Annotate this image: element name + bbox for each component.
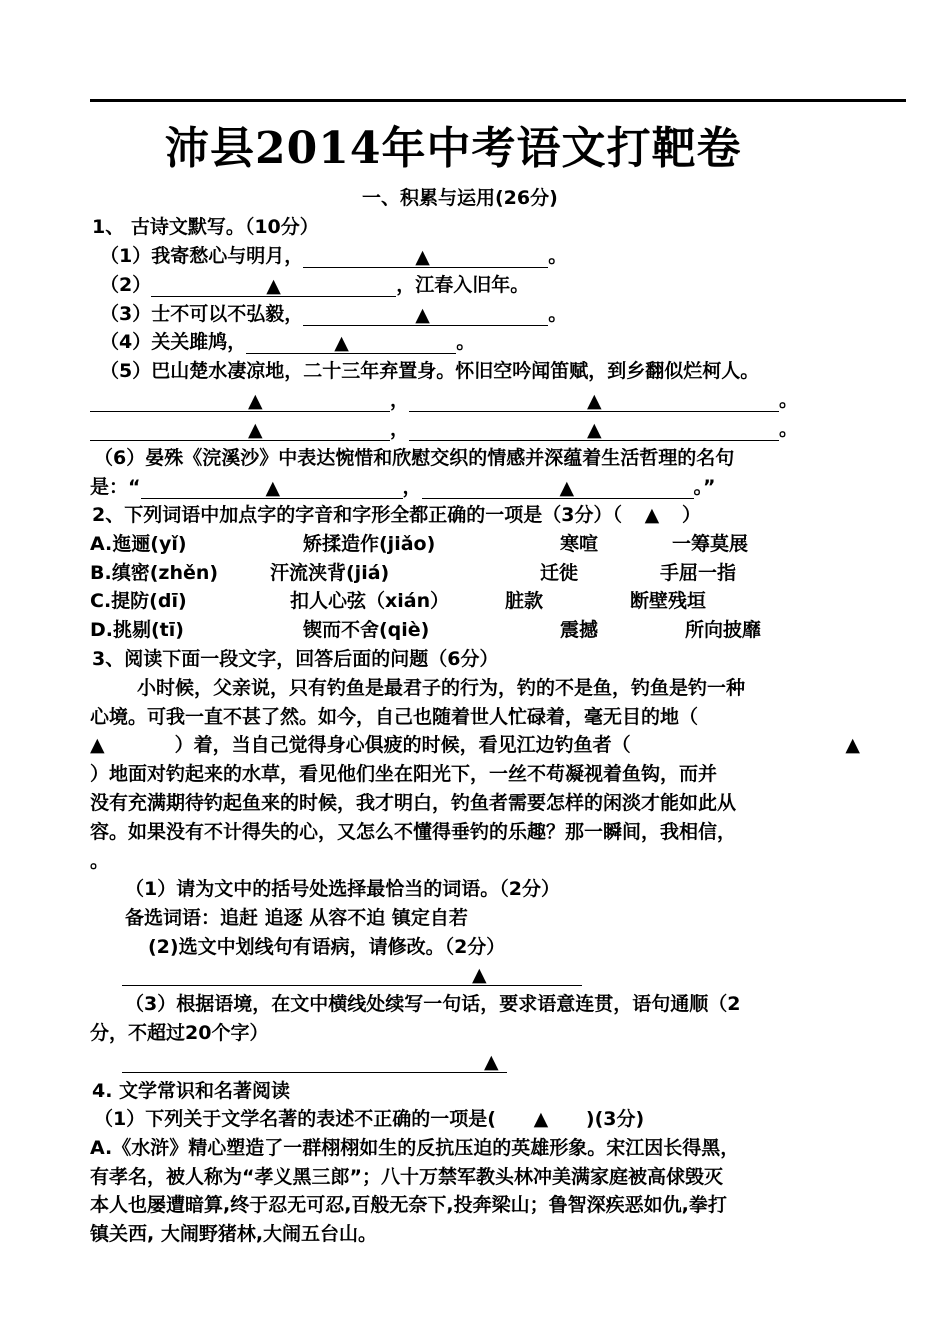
- q2-option-cell: 迁徙: [540, 562, 579, 584]
- q3-para-line: 。: [90, 850, 110, 872]
- q1-line3: [100, 302, 567, 326]
- answer-blank[interactable]: [303, 247, 548, 268]
- q2-option-cell: 矫揉造作(jiǎo): [303, 533, 436, 555]
- triangle-marker: ▲: [845, 734, 860, 756]
- q2-option-cell: 扣人心弦（xián）: [290, 590, 450, 612]
- q1-line5-blanks-b: [90, 417, 798, 441]
- q3-sub3-answer: [122, 1049, 507, 1073]
- q2-option-cell: 锲而不舍(qiè): [303, 619, 430, 641]
- q2-option-cell: 震撼: [560, 619, 599, 641]
- q1-line4-text: （4）关关雎鸠，: [100, 331, 247, 353]
- q2-option-cell[interactable]: D.挑剔(tī): [90, 619, 184, 641]
- q4-option-a-line: 有孝名，被人称为“孝义黑三郎”；八十万禁军教头林冲美满家庭被高俅毁灭: [90, 1166, 723, 1188]
- q1-line2-suffix: ，江春入旧年。: [396, 274, 530, 296]
- triangle-marker: ▲: [415, 246, 430, 268]
- triangle-marker: ▲: [248, 419, 263, 441]
- q1-line2-prefix: （2）: [100, 274, 152, 296]
- q2-option-cell[interactable]: A.迤逦(yǐ): [90, 533, 187, 555]
- punct: ，: [402, 476, 422, 498]
- q3-sub3: （3）根据语境，在文中横线处续写一句话，要求语意连贯，语句通顺（2: [125, 993, 741, 1015]
- q3-heading: 3、阅读下面一段文字，回答后面的问题（6分）: [92, 648, 499, 670]
- q4-sub1-score: )(3分): [585, 1108, 645, 1130]
- q3-sub3-cont: 分，不超过20个字）: [90, 1022, 269, 1044]
- q3-sub2-answer: [122, 962, 582, 986]
- q4-option-a-line: 本人也屡遭暗算,终于忍无可忍,百般无奈下,投奔梁山；鲁智深疾恶如仇,拳打: [90, 1194, 727, 1216]
- triangle-marker: ▲: [484, 1051, 499, 1073]
- answer-blank[interactable]: [90, 420, 390, 441]
- triangle-marker: ▲: [587, 390, 602, 412]
- punct: 。: [548, 303, 568, 325]
- q2-option-cell: 汗流浃背(jiá): [270, 562, 390, 584]
- q2-heading-text: 2、下列词语中加点字的字音和字形全都正确的一项是（3分）（: [92, 504, 622, 526]
- answer-blank[interactable]: [122, 965, 582, 986]
- triangle-marker: ▲: [334, 332, 349, 354]
- answer-blank[interactable]: [409, 420, 779, 441]
- q1-line1: [100, 244, 567, 268]
- triangle-marker: ▲: [265, 477, 281, 499]
- header-rule: [90, 99, 906, 102]
- answer-blank[interactable]: [122, 1052, 507, 1073]
- section-heading: 一、积累与运用(26分): [362, 187, 558, 209]
- q3-para-line: 没有充满期待钓起鱼来的时候，我才明白，钓鱼者需要怎样的闲淡才能如此从: [90, 792, 737, 814]
- q2-option-cell[interactable]: C.提防(dī): [90, 590, 187, 612]
- answer-blank[interactable]: [141, 478, 403, 499]
- q1-line3-text: （3）士不可以不弘毅，: [100, 303, 304, 325]
- triangle-marker: ▲: [415, 304, 430, 326]
- q1-line2: [100, 273, 529, 297]
- answer-blank[interactable]: [422, 478, 694, 499]
- answer-blank[interactable]: [90, 391, 390, 412]
- q3-para-line: 心境。可我一直不甚了然。如今，自己也随着世人忙碌着，毫无目的地（: [90, 706, 699, 728]
- q4-sub1-text: （1）下列关于文学名著的表述不正确的一项是(: [94, 1108, 496, 1130]
- q3-para-line: ）地面对钓起来的水草，看见他们坐在阳光下，一丝不苟凝视着鱼钩，而并: [90, 763, 718, 785]
- punct: 。: [779, 418, 799, 440]
- punct: ）: [681, 504, 701, 526]
- q2-option-cell: 一筹莫展: [672, 533, 749, 555]
- triangle-marker: ▲: [644, 504, 660, 526]
- q4-heading: 4. 文学常识和名著阅读: [92, 1080, 291, 1102]
- q3-para-line: 小时候，父亲说，只有钓鱼是最君子的行为，钓的不是鱼，钓鱼是钓一种: [137, 677, 746, 699]
- answer-blank[interactable]: [151, 276, 396, 297]
- answer-blank[interactable]: [246, 333, 456, 354]
- triangle-marker: ▲: [90, 734, 105, 756]
- q3-sub1: （1）请为文中的括号处选择最恰当的词语。（2分）: [125, 878, 560, 900]
- q3-para-line: 容。如果没有不计得失的心，又怎么不懂得垂钓的乐趣？那一瞬间，我相信，: [90, 821, 737, 843]
- triangle-marker: ▲: [248, 390, 263, 412]
- answer-blank[interactable]: [303, 305, 548, 326]
- punct: 。: [779, 389, 799, 411]
- q4-sub1: [94, 1107, 644, 1131]
- q3-sub2: (2)选文中划线句有语病，请修改。（2分）: [148, 936, 506, 958]
- triangle-marker: ▲: [587, 419, 602, 441]
- punct: 。”: [693, 476, 716, 498]
- punct: 。: [548, 245, 568, 267]
- q1-line6-blanks: [90, 475, 716, 499]
- punct: 是：“: [90, 476, 141, 498]
- triangle-marker: ▲: [472, 964, 487, 986]
- q2-option-cell: 脏款: [505, 590, 544, 612]
- answer-blank[interactable]: [409, 391, 779, 412]
- q1-line1-text: （1）我寄愁心与明月，: [100, 245, 304, 267]
- q4-option-a-line: 镇关西, 大闹野猪林,大闹五台山。: [90, 1223, 378, 1245]
- q1-line6: （6）晏殊《浣溪沙》中表达惋惜和欣慰交织的情感并深蕴着生活哲理的名句: [94, 447, 735, 469]
- q4-option-a-line: A.《水浒》精心塑造了一群栩栩如生的反抗压迫的英雄形象。宋江因长得黑，: [90, 1137, 740, 1159]
- q1-line5-blanks-a: [90, 388, 798, 412]
- punct: ，: [390, 389, 410, 411]
- punct: ，: [390, 418, 410, 440]
- triangle-marker: ▲: [559, 477, 575, 499]
- q3-sub1-options: 备选词语：追赶 追逐 从容不迫 镇定自若: [125, 907, 468, 929]
- punct: 。: [456, 331, 476, 353]
- q2-option-cell: 寒喧: [560, 533, 599, 555]
- q2-heading: [92, 503, 701, 527]
- q2-option-cell[interactable]: B.缜密(zhěn): [90, 562, 219, 584]
- q2-option-cell: 所向披靡: [685, 619, 762, 641]
- q3-para-text: ）着，当自己觉得身心俱疲的时候，看见江边钓鱼者（: [174, 734, 631, 756]
- q1-line5: （5）巴山楚水凄凉地，二十三年弃置身。怀旧空吟闻笛赋，到乡翻似烂柯人。: [100, 360, 760, 382]
- q1-line4: [100, 330, 475, 354]
- q3-para-line: [90, 733, 860, 757]
- q1-heading: 1、 古诗文默写。（10分）: [92, 216, 319, 238]
- triangle-marker: ▲: [533, 1108, 549, 1130]
- page-title: 沛县2014年中考语文打靶卷: [165, 123, 742, 174]
- triangle-marker: ▲: [266, 275, 281, 297]
- q2-option-cell: 断壁残垣: [630, 590, 707, 612]
- q2-option-cell: 手屈一指: [660, 562, 737, 584]
